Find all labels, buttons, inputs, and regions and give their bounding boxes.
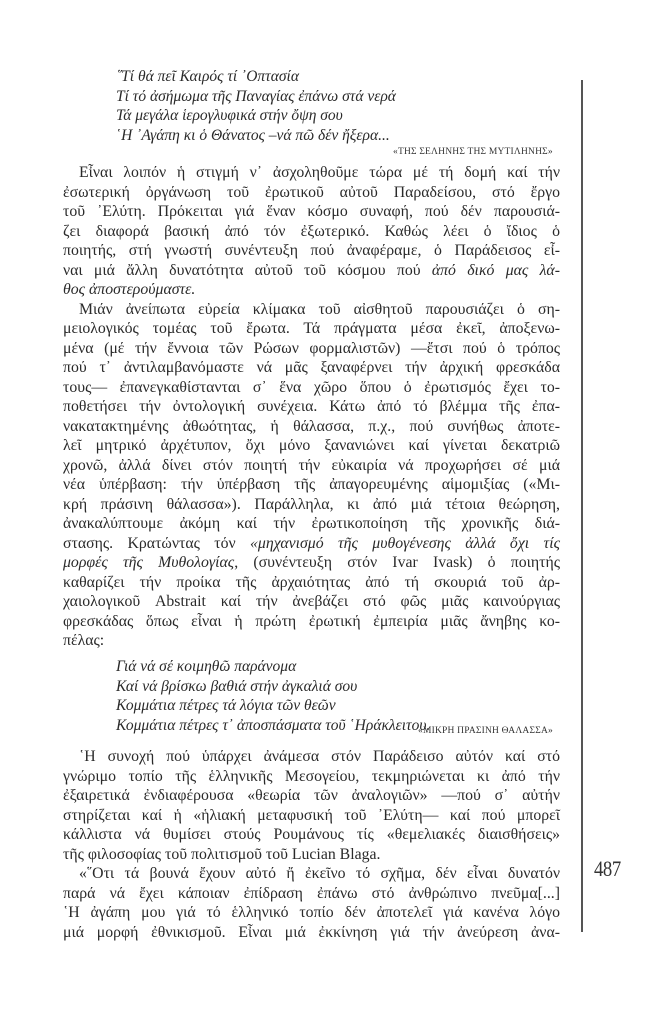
poem-line: ῾Η ᾿Αγάπη κι ὁ Θάνατος –νά πῶ δέν ἤξερα... xyxy=(116,126,390,144)
text-line: παρά νά ἔχει κάποιαν ἐπίδραση ἐπάνω στό ἀνθρώπινο πνεῦμα[...] xyxy=(63,884,560,902)
poem-line: Τά μεγάλα ἱερογλυφικά στήν ὄψη σου xyxy=(116,107,343,124)
text-line: πού τ᾿ ἀντιλαμβανόμαστε νά μᾶς ξαναφέρνει τήν ἀρχική φρεσκάδα xyxy=(63,359,560,376)
text-line: γνώριμο τοπίο τῆς ἑλληνικῆς Μεσογείου, τεκμηριώνεται κι ἀπό τήν xyxy=(63,767,560,785)
text-line: τους— ἐπανεγκαθίστανται σ᾿ ἕνα χῶρο ὅπου ὁ ἐρωτισμός ἔχει το- xyxy=(63,378,560,396)
poem-line: Γιά νά σέ κοιμηθῶ παράνομα xyxy=(116,658,297,675)
poem-source-2: «ΜΙΚΡΗ ΠΡΑΣΙΝΗ ΘΑΛΑΣΣΑ» xyxy=(418,726,553,736)
poem-line: Τί τό ἀσήμωμα τῆς Παναγίας ἐπάνω στά νερά xyxy=(116,87,396,105)
text-line: ῾Η συνοχή πού ὑπάρχει ἀνάμεσα στόν Παράδεισο αὐτόν καί στό xyxy=(79,748,560,765)
text-line: ἀνακαλύπτουμε ἀκόμη καί τήν ἐρωτικοποίηση τῆς χρονικῆς διά- xyxy=(63,515,560,532)
text-span: ναι μιά ἄλλη δυνατότητα αὐτοῦ τοῦ κόσμου πού xyxy=(63,261,432,279)
text-line: νέα ὑπέρβαση: τήν ὑπέρβαση τῆς ἀπαγορευμένης αἱμομιξίας («Μι- xyxy=(63,476,560,493)
body-text-block-1 xyxy=(63,163,560,651)
italic-span: μορφές τῆς Μυθολογίας xyxy=(63,554,235,571)
text-line: κάλλιστα νά θυμίσει στούς Ρουμάνους τίς «θεμελιακές διαισθήσεις» xyxy=(63,826,560,843)
poem-source-1: «ΤΗΣ ΣΕΛΗΝΗΣ ΤΗΣ ΜΥΤΙΛΗΝΗΣ» xyxy=(393,147,553,157)
text-line xyxy=(63,553,560,573)
text-line: «῞Οτι τά βουνά ἔχουν αὐτό ἤ ἐκεῖνο τό σχῆμα, δέν εἶναι δυνατόν xyxy=(79,865,560,882)
text-line: Μιάν ἀνείπωτα εὐρεία κλίμακα τοῦ αἰσθητοῦ παρουσιάζει ὁ ση- xyxy=(79,300,560,318)
text-span: στασης. Κρατώντας τόν xyxy=(63,534,251,552)
text-line: λεῖ μητρικό ἀρχέτυπον, ὄχι μόνο ξανανιώνει καί γίνεται δεκατριῶ xyxy=(63,437,560,454)
poem-line: Κομμάτια πέτρες τά λόγια τῶν θεῶν xyxy=(116,697,336,714)
italic-span: ἀπό δικό μας λά- xyxy=(431,261,560,279)
poem-line: ῞Τί θά πεῖ Καιρός τί ᾿Οπτασία xyxy=(116,68,299,85)
text-line: ποθετήσει τήν ὀντολογική συνέχεια. Κάτω ἀπό τό βλέμμα τῆς ἐπα- xyxy=(63,398,560,415)
poem-line: Καί νά βρίσκω βαθιά στήν ἀγκαλιά σου xyxy=(116,677,358,695)
text-line: τῆς φιλοσοφίας τοῦ πολιτισμοῦ τοῦ Lucian Blaga. xyxy=(63,845,381,863)
italic-span: «μηχανισμό τῆς μυθογένεσης ἀλλά ὄχι τίς xyxy=(250,534,560,552)
text-line: πέλας: xyxy=(63,632,105,649)
text-line: ἐσωτερική ὀργάνωση τοῦ ἐρωτικοῦ αὐτοῦ Παραδείσου, στό ἔργο xyxy=(63,183,560,201)
text-line xyxy=(63,534,560,554)
text-line: ποιητής, στή γνωστή συνέντευξη πού ἀναφέραμε, ὁ Παράδεισος εἶ- xyxy=(63,242,560,259)
margin-rule xyxy=(581,80,583,932)
text-line: Εἶναι λοιπόν ἡ στιγμή ν᾿ ἀσχοληθοῦμε τώρα μέ τή δομή καί τήν xyxy=(79,164,560,181)
text-line: μειολογικός τομέας τοῦ ἔρωτα. Τά πράγματα μέσα ἐκεῖ, ἀποξενω- xyxy=(63,320,560,337)
text-line: στηρίζεται καί ἡ «ἡλιακή μεταφυσική τοῦ ᾿Ελύτη— καί πού μπορεῖ xyxy=(63,806,560,824)
poem-excerpt-2 xyxy=(116,657,430,735)
text-line: φρεσκάδας ὅπως εἶναι ἡ πρώτη ἐρωτική ἐμπειρία μιᾶς ἄνηβης κο- xyxy=(63,612,560,630)
text-line: καθαρίζει τήν προίκα τῆς ἀρχαιότητας ἀπό τή σκουριά τοῦ ἀρ- xyxy=(63,573,560,591)
text-line: τοῦ ᾿Ελύτη. Πρόκειται γιά ἕναν κόσμο συναφή, πού δέν παρουσιά- xyxy=(63,203,560,220)
text-span: , (συνέντευξη στόν Ivar Ivask) ὁ ποιητής xyxy=(234,554,560,571)
page-number: 487 xyxy=(594,856,621,881)
text-line: ζει διαφορά βασική ἀπό τόν ἐξωτερικό. Καθώς λέει ὁ ἴδιος ὁ xyxy=(63,222,560,240)
poem-line: Κομμάτια πέτρες τ᾿ ἀποσπάσματα τοῦ ῾Ηράκλειτου. xyxy=(116,716,431,734)
text-line xyxy=(63,261,560,281)
text-line: μένα (μέ τήν ἔννοια τῶν Ρώσων φορμαλιστῶν) —ἔτσι πού ὁ τρόπος xyxy=(63,339,560,357)
text-line: χαιολογικοῦ Abstrait καί τήν ἀνεβάζει στό φῶς μιᾶς καινούργιας xyxy=(63,593,560,610)
text-line: χρονῶ, ἀλλά δίνει στόν ποιητή τήν εὐκαιρία νά προχωρήσει σέ μιά xyxy=(63,456,560,474)
text-line: θος ἀποστερούμαστε. xyxy=(63,281,196,298)
body-text-block-2 xyxy=(63,747,560,942)
text-line: κρή πράσινη θάλασσα»). Παράλληλα, κι ἀπό μιά τέτοια θεώρηση, xyxy=(63,495,560,513)
poem-excerpt-1 xyxy=(116,67,396,145)
text-line: ἐξαιρετικά ἐνδιαφέρουσα «θεωρία τῶν ἀναλογιῶν» —πού σ᾿ αὐτήν xyxy=(63,787,560,804)
text-line: νακατακτημένης ἀθωότητας, ἡ θάλασσα, π.χ., πού συνήθως ἀποτε- xyxy=(63,417,560,435)
text-line: μιά μορφή ἐθνικισμοῦ. Εἶναι μιά ἐκκίνηση γιά τήν ἀνεύρεση ἀνα- xyxy=(63,923,560,941)
text-line: ῾Η ἀγάπη μου γιά τό ἑλληνικό τοπίο δέν ἀποτελεῖ γιά κανένα λόγο xyxy=(63,904,560,921)
